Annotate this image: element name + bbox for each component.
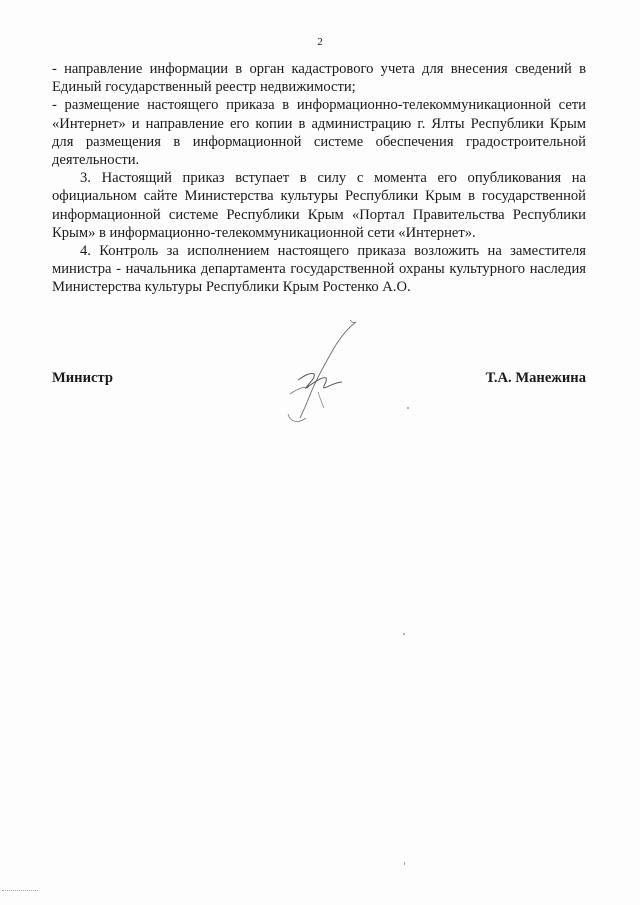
paragraph-publication-internet: - размещение настоящего приказа в информационно-телекоммуникационной сети «Интернет» и направление его копии в администрацию г. Ялты Республики Крым для размещения в информационной системе обеспечения градостроительной деятельности. [52,97,586,169]
scan-speck [407,407,409,409]
signatory-name: Т.А. Манежина [485,370,586,386]
page-number: 2 [317,36,323,48]
paragraph-control: 4. Контроль за исполнением настоящего приказа возложить на заместителя министра - начальника департамента государственной охраны культурного наследия Министерства культуры Республики Крым Ростенко А.О. [52,243,586,296]
scan-speck [403,633,405,635]
scan-corner-artifact [2,890,38,893]
paragraph-cadastral: - направление информации в орган кадастрового учета для внесения сведений в Единый государственный реестр недвижимости; [52,61,586,96]
paragraph-effective-date: 3. Настоящий приказ вступает в силу с момента его опубликования на официальном сайте Министерства культуры Республики Крым в государственной информационной системе Республики Крым «Портал Правительства Республики Крым» в информационно-телекоммуникационной сети «Интернет». [52,170,586,241]
signatory-position: Министр [52,370,113,386]
document-body [52,60,586,297]
scan-speck [404,862,405,865]
signature-block [52,370,586,390]
